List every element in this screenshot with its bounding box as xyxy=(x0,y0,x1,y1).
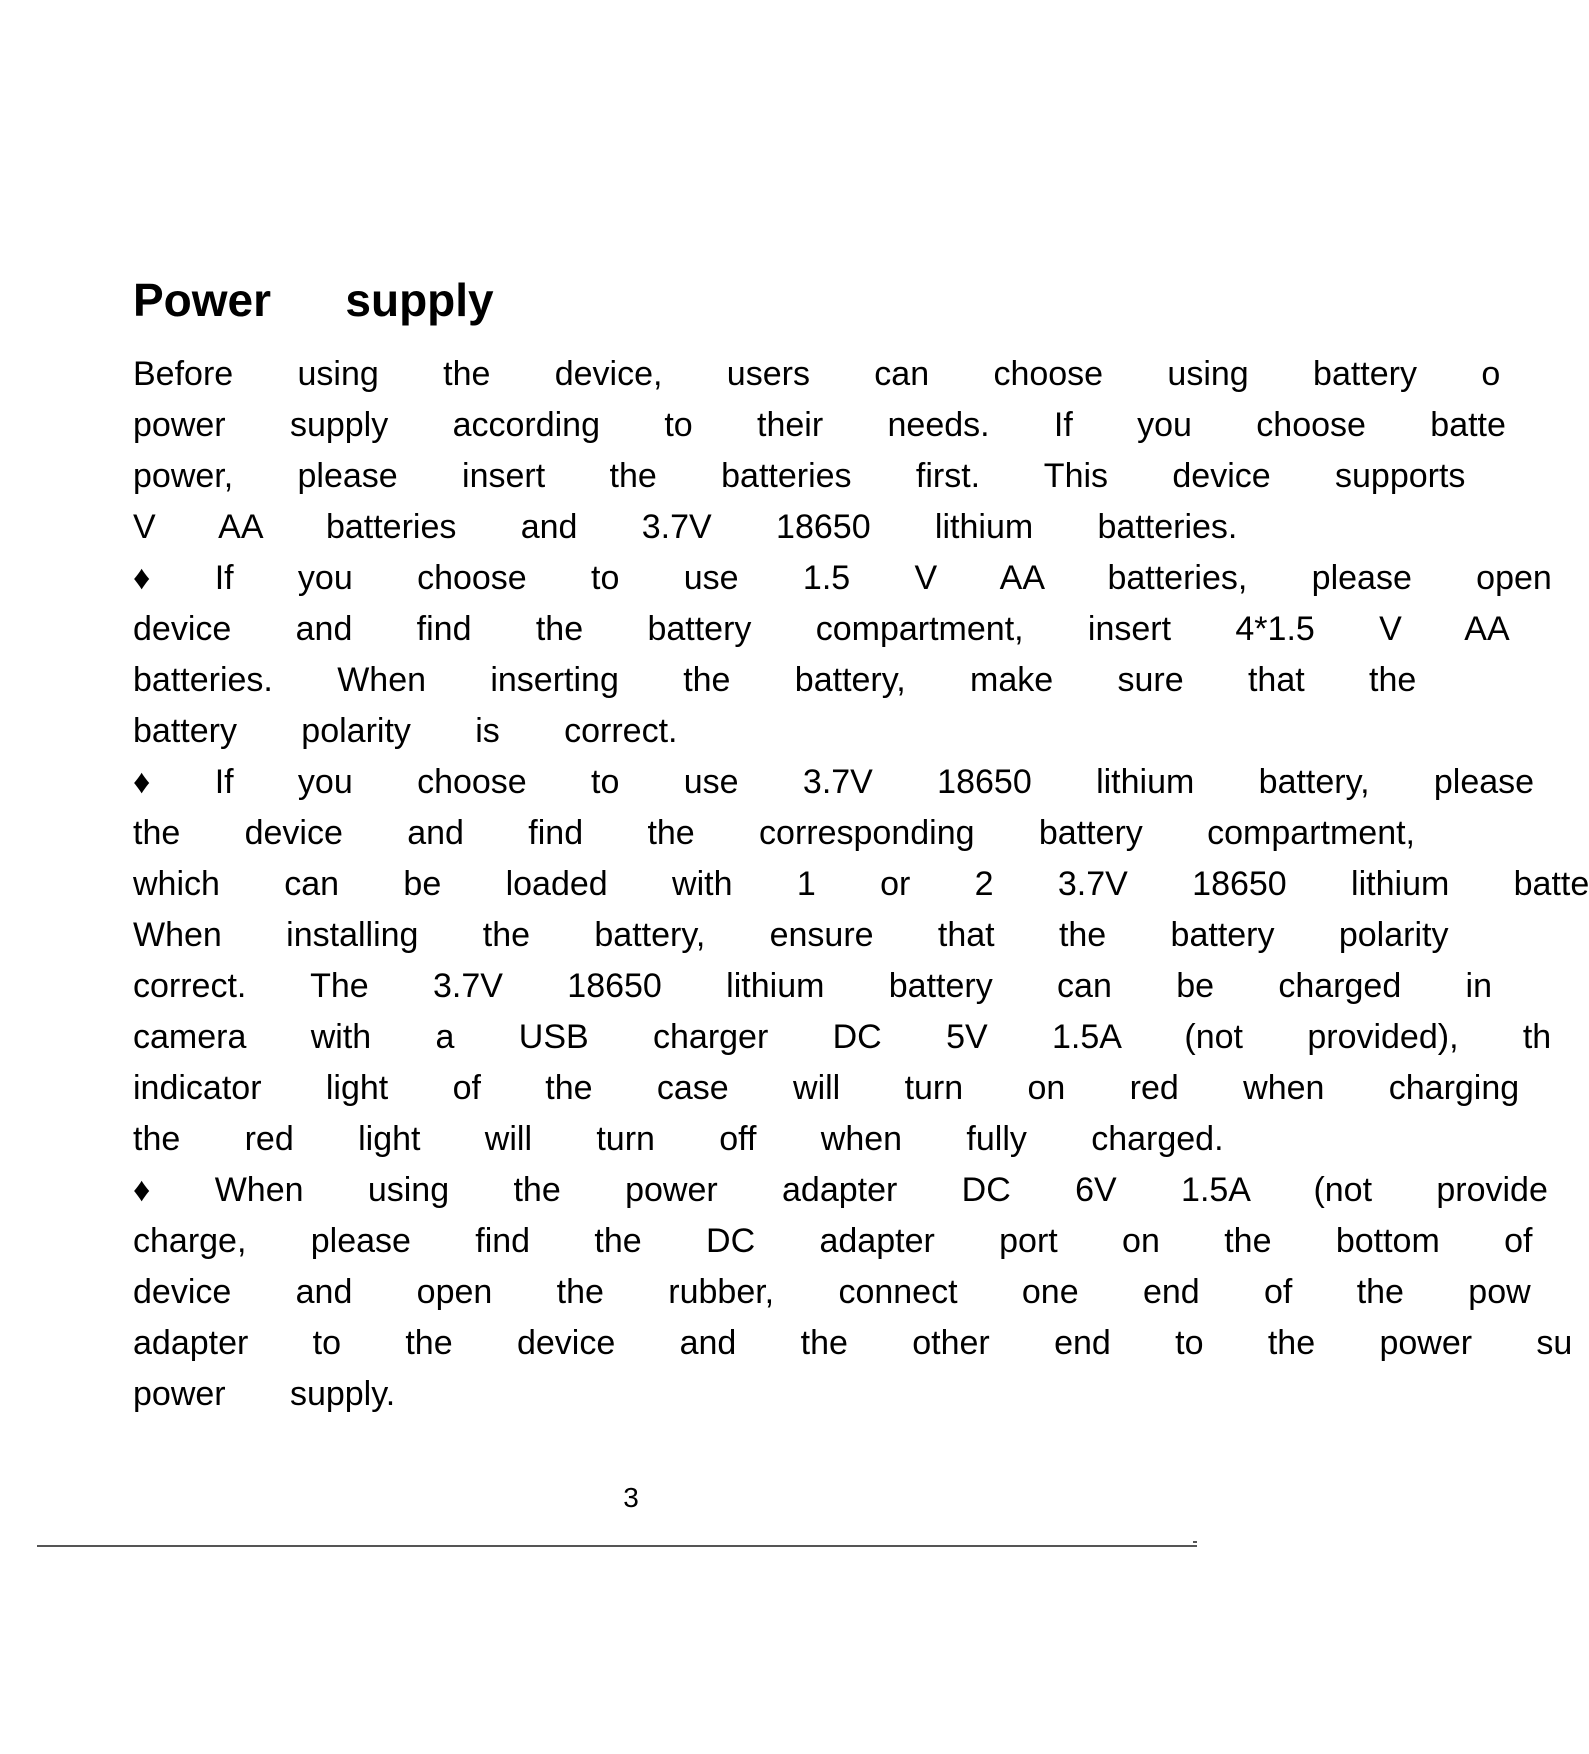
body-line: device and find the battery compartment, insert 4*1.5 V AA xyxy=(133,610,1510,648)
body-line: camera with a USB charger DC 5V 1.5A (not provided), th xyxy=(133,1018,1552,1056)
body-line: which can be loaded with 1 or 2 3.7V 18650 lithium batte xyxy=(133,865,1589,903)
body-line: power supply according to their needs. If you choose batte xyxy=(133,406,1506,444)
body-line: power supply. xyxy=(133,1375,396,1413)
body-line: V AA batteries and 3.7V 18650 lithium batteries. xyxy=(133,508,1238,546)
bullet-line: ♦ If you choose to use 3.7V 18650 lithium battery, please xyxy=(133,763,1535,801)
section-heading: Power supply xyxy=(133,274,494,326)
body-line: indicator light of the case will turn on red when charging xyxy=(133,1069,1520,1107)
body-line: adapter to the device and the other end to the power su xyxy=(133,1324,1573,1362)
body-line: charge, please find the DC adapter port on the bottom of xyxy=(133,1222,1533,1260)
section-body xyxy=(133,349,1589,1429)
body-line: Before using the device, users can choose using battery o xyxy=(133,355,1501,393)
body-line: power, please insert the batteries first. This device supports xyxy=(133,457,1466,495)
body-line: When installing the battery, ensure that the battery polarity xyxy=(133,916,1449,954)
body-line: correct. The 3.7V 18650 lithium battery can be charged in xyxy=(133,967,1493,1005)
page-number: 3 xyxy=(623,1482,639,1513)
body-line: battery polarity is correct. xyxy=(133,712,678,750)
bullet-line: ♦ If you choose to use 1.5 V AA batteries, please open xyxy=(133,559,1552,597)
body-line: the red light will turn off when fully charged. xyxy=(133,1120,1224,1158)
body-line: batteries. When inserting the battery, make sure that the xyxy=(133,661,1417,699)
body-line: the device and find the corresponding battery compartment, xyxy=(133,814,1415,852)
body-line: device and open the rubber, connect one end of the pow xyxy=(133,1273,1531,1311)
footer-divider xyxy=(37,1545,1197,1547)
bullet-line: ♦ When using the power adapter DC 6V 1.5A (not provide xyxy=(133,1171,1548,1209)
divider-end-mark xyxy=(1193,1541,1197,1543)
